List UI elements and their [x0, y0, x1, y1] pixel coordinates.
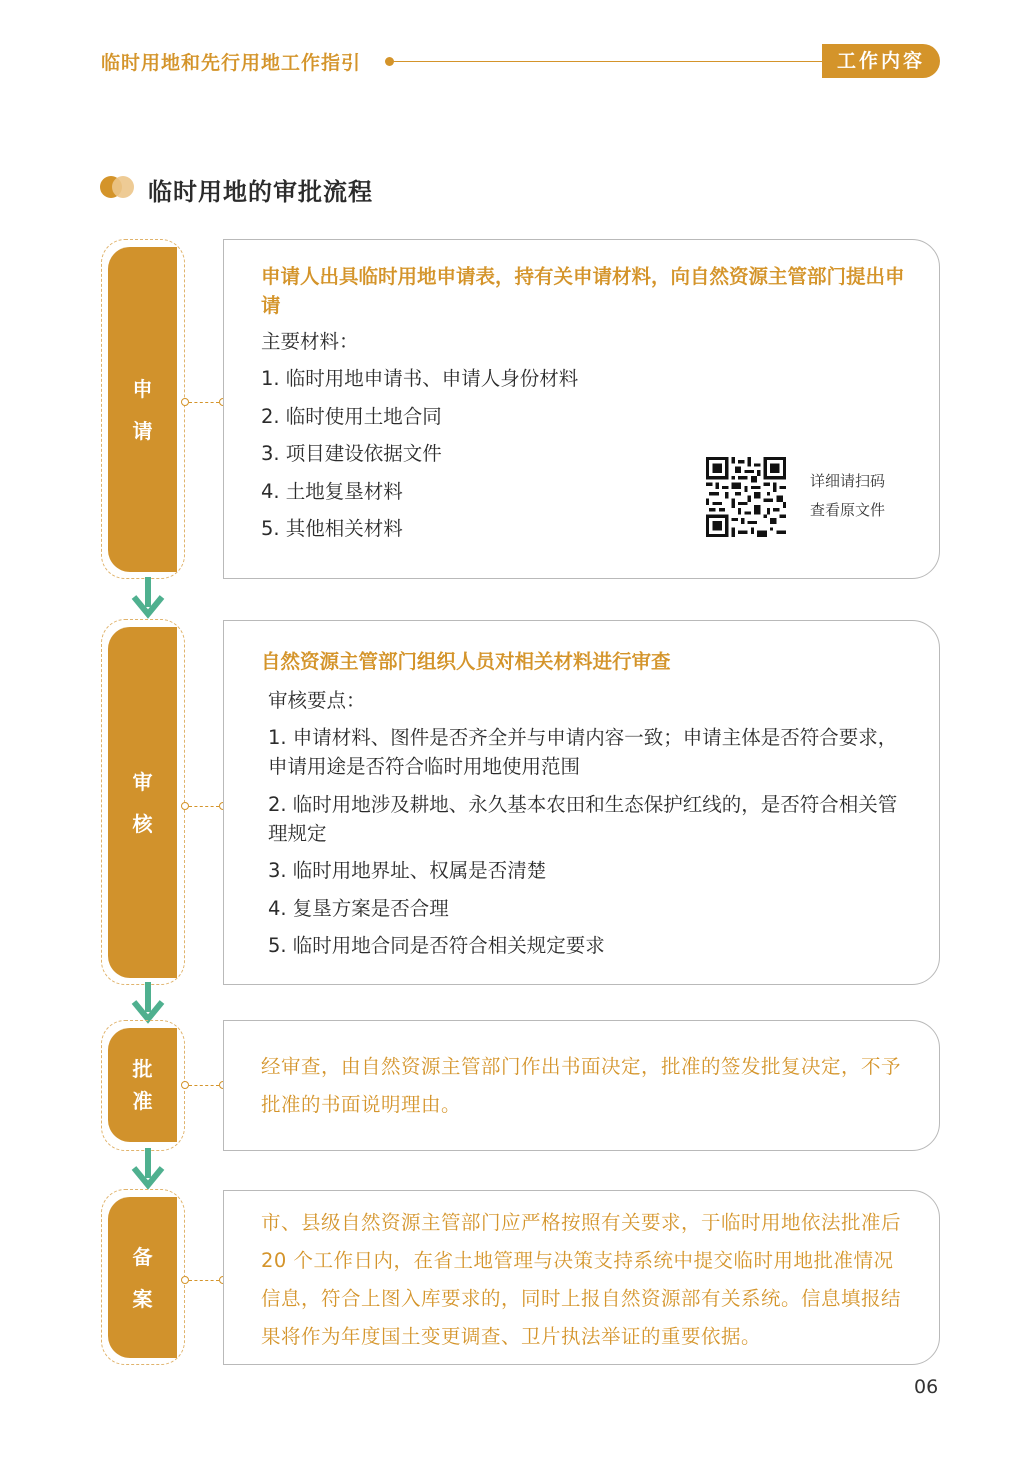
connector-dot: [181, 1276, 189, 1284]
header-divider: [394, 61, 824, 62]
connector-line: [189, 402, 219, 403]
step-title-apply: 申请人出具临时用地申请表，持有关申请材料，向自然资源主管部门提出申请: [261, 265, 905, 317]
down-arrow-icon: [130, 577, 166, 621]
step-tab-char: 核: [132, 811, 153, 836]
step-tab-char: 案: [132, 1286, 153, 1311]
qr-caption: 详细请扫码: [810, 472, 886, 490]
connector-line: [189, 1085, 219, 1086]
connector-line: [189, 1280, 219, 1281]
connector-dot: [181, 1081, 189, 1089]
header-dot: [385, 57, 394, 66]
step-text-record: 市、县级自然资源主管部门应严格按照有关要求，于临时用地依法批准后 20 个工作日内，在省土地管理与决策支持系统中提交临时用地批准情况信息，符合上图入库要求的，同时上报自然资源部有关系统。信息填报结果将作为年度国土变更调查、卫片执法举证的重要依据。: [261, 1211, 902, 1348]
section-tab: 工作内容: [822, 44, 940, 78]
list-heading: 审核要点：: [268, 689, 366, 712]
step-tab-approve: [108, 1028, 177, 1142]
connector-dot: [181, 398, 189, 406]
down-arrow-icon: [130, 1148, 166, 1192]
list-item: 4. 复垦方案是否合理: [268, 897, 449, 920]
heading-bullet-icon: [100, 176, 136, 198]
step-tab-char: 准: [132, 1089, 153, 1113]
step-tab-char: 备: [132, 1244, 153, 1269]
connector-dot: [181, 802, 189, 810]
section-heading: 临时用地的审批流程: [148, 178, 373, 206]
step-tab-char: 审: [132, 769, 153, 794]
step-title-review: 自然资源主管部门组织人员对相关材料进行审查: [261, 650, 671, 673]
qr-code-icon[interactable]: [706, 457, 786, 537]
list-item: 3. 临时用地界址、权属是否清楚: [268, 859, 547, 882]
list-item: 1. 临时用地申请书、申请人身份材料: [261, 367, 579, 390]
step-tab-char: 请: [132, 418, 153, 443]
list-item: 2. 临时用地涉及耕地、永久基本农田和生态保护红线的，是否符合相关管理规定: [268, 793, 898, 845]
list-heading: 主要材料：: [261, 330, 359, 353]
list-item: 5. 临时用地合同是否符合相关规定要求: [268, 934, 605, 957]
step-tab-apply: [108, 247, 177, 572]
list-item: 3. 项目建设依据文件: [261, 442, 442, 465]
list-item: 4. 土地复垦材料: [261, 480, 403, 503]
list-item: 2. 临时使用土地合同: [261, 405, 442, 428]
document-title: 临时用地和先行用地工作指引: [101, 52, 362, 74]
step-tab-review: [108, 627, 177, 978]
step-tab-char: 申: [132, 376, 153, 401]
page-number: 06: [914, 1376, 939, 1398]
step-tab-char: 批: [132, 1057, 153, 1081]
list-item: 5. 其他相关材料: [261, 517, 403, 540]
qr-caption: 查看原文件: [810, 501, 886, 519]
connector-line: [189, 806, 219, 807]
list-item: 1. 申请材料、图件是否齐全并与申请内容一致；申请主体是否符合要求，申请用途是否符合临时用地使用范围: [268, 726, 898, 778]
step-tab-record: [108, 1197, 177, 1358]
step-text-approve: 经审查，由自然资源主管部门作出书面决定，批准的签发批复决定，不予批准的书面说明理由。: [261, 1055, 902, 1116]
